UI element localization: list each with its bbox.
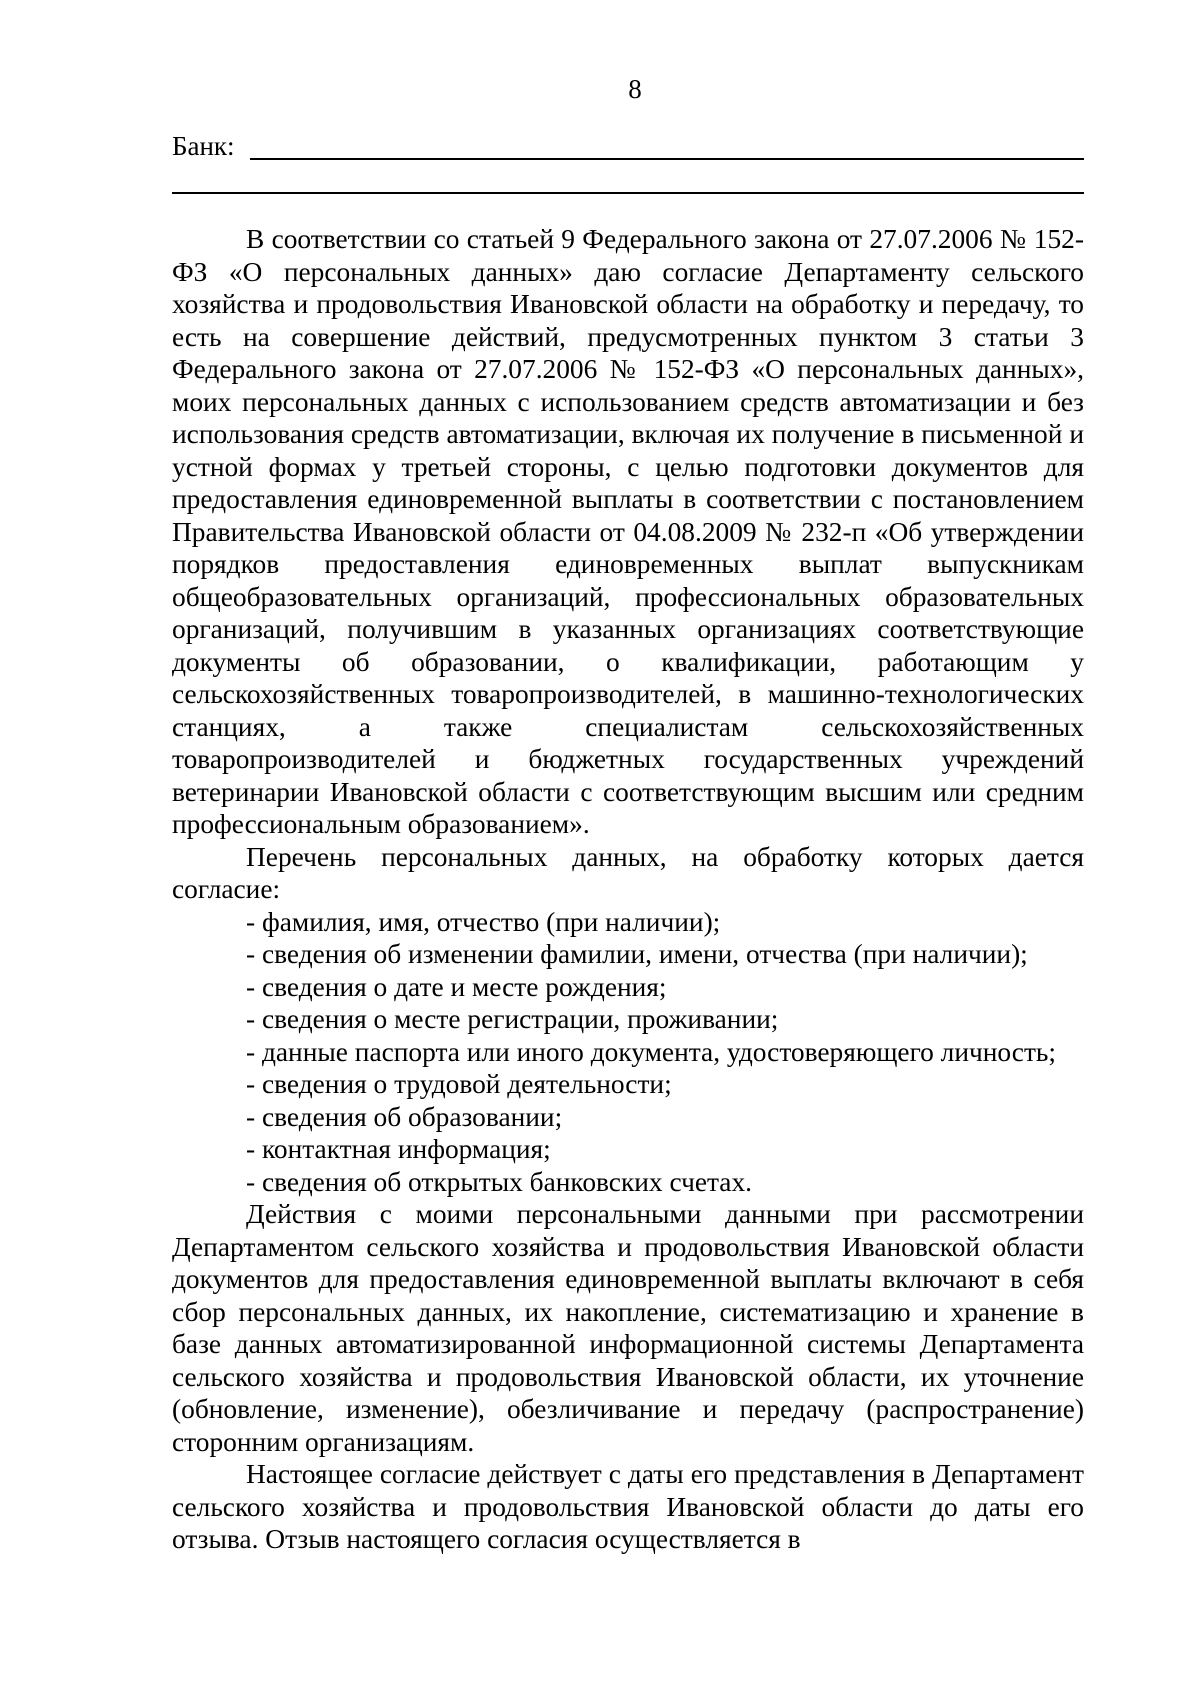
list-item: - сведения о дате и месте рождения;: [246, 971, 667, 1002]
list-item: - сведения о трудовой деятельности;: [246, 1069, 672, 1099]
processing-actions-paragraph: Действия с моими персональными данными при рассмотрении Департаментом сельского хозяйства и продовольствия Ивановской области документов для предоставления единовременной выплаты включают в себя сбор персональных данных, их накопление, систематизацию и хранение в базе данных автоматизированной информационной системы Департамента сельского хозяйства и продовольствия Ивановской области, их уточнение (обновление, изменение), обезличивание и передачу (распространение) сторонним организациям.: [172, 1199, 1084, 1457]
consent-text: [172, 223, 1084, 1556]
list-item: - данные паспорта или иного документа, удостоверяющего личность;: [246, 1036, 1057, 1067]
bank-label: Банк:: [172, 131, 235, 161]
list-item: - сведения об изменении фамилии, имени, отчества (при наличии);: [246, 939, 1028, 969]
bank-field: [172, 130, 1084, 166]
list-item: - фамилия, имя, отчество (при наличии);: [246, 906, 721, 937]
page-number: 8: [628, 74, 642, 104]
data-list-intro: Перечень персональных данных, на обработку которых дается согласие:: [172, 841, 1084, 904]
list-item: - сведения об образовании;: [246, 1101, 563, 1132]
list-item: - сведения об открытых банковских счетах.: [246, 1166, 753, 1197]
validity-paragraph: Настоящее согласие действует с даты его представления в Департамент сельского хозяйства и продовольствия Ивановской области до даты его отзыва. Отзыв настоящего согласия осуществляется в: [172, 1459, 1084, 1554]
consent-paragraph: В соответствии со статьей 9 Федерального закона от 27.07.2006 № 152-ФЗ «О персональных данных» даю согласие Департаменту сельского хозяйства и продовольствия Ивановской области на обработку и передачу, то есть на совершение действий, предусмотренных пунктом 3 статьи 3 Федерального закона от 27.07.2006 № 152-ФЗ «О персональных данных», моих персональных данных с использованием средств автоматизации и без использования средств автоматизации, включая их получение в письменной и устной формах у третьей стороны, с целью подготовки документов для предоставления единовременной выплаты в соответствии с постановлением Правительства Ивановской области от 04.08.2009 № 232-п «Об утверждении порядков предоставления единовременных выплат выпускникам общеобразовательных организаций, профессиональных образовательных организаций, получившим в указанных организациях соответствующие документы об образовании, о квалификации, работающим у сельскохозяйственных товаропроизводителей, в машинно-технологических станциях, а также специалистам сельскохозяйственных товаропроизводителей и бюджетных государственных учреждений ветеринарии Ивановской области с соответствующим высшим или средним профессиональным образованием».: [172, 224, 1084, 839]
list-item: - контактная информация;: [246, 1134, 551, 1164]
list-item: - сведения о месте регистрации, проживании;: [246, 1004, 779, 1034]
bank-fill-line-second: [172, 192, 1084, 194]
bank-fill-line: [250, 158, 1084, 160]
personal-data-list: [172, 906, 1084, 1199]
